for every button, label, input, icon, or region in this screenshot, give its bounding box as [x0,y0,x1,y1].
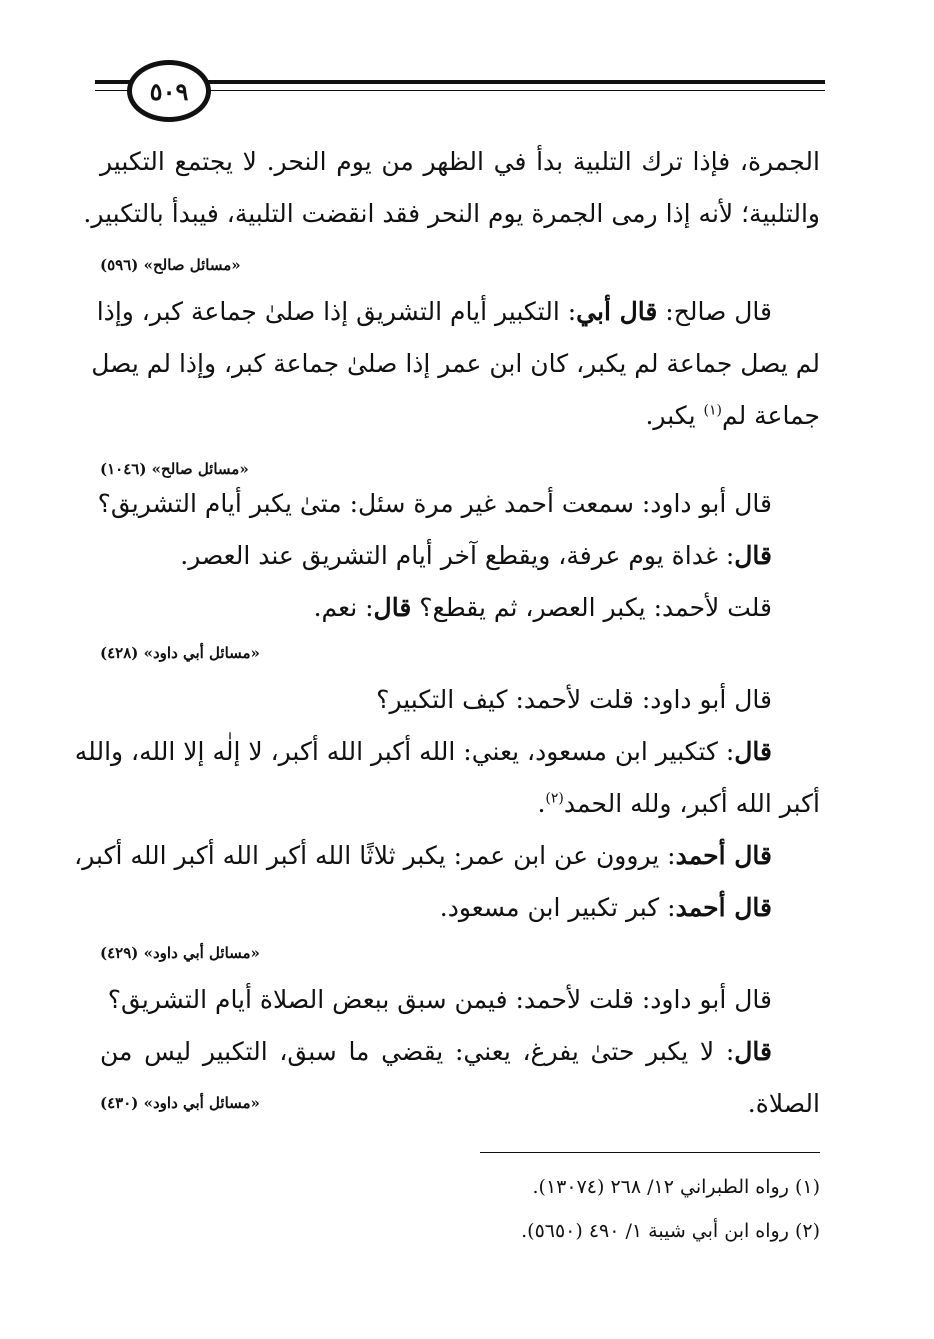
speaker-label: قال أحمد [675,893,772,922]
footnote-text: رواه ابن أبي شيبة ١/ ٤٩٠ (٥٦٥٠). [521,1220,789,1242]
text-run: قال صالح: [657,297,772,326]
text-line [96,292,820,332]
source-citation: «مسائل صالح» (٥٩٦) [100,256,241,274]
text-line [100,888,820,928]
source-citation: «مسائل أبي داود» (٤٢٨) [100,644,260,662]
footnote [521,1220,820,1242]
text-run: : نعم. [313,593,374,622]
text-line: والتلبية؛ لأنه إذا رمى الجمرة يوم النحر فقد انقضت التلبية، فيبدأ بالتكبير. [83,199,820,228]
footnote-text: رواه الطبراني ١٢/ ٢٦٨ (١٣٠٧٤). [532,1176,789,1198]
text-line [100,536,820,576]
text-line [74,732,820,772]
text-line: قال أبو داود: قلت لأحمد: فيمن سبق ببعض الصلاة أيام التشريق؟ [107,985,772,1014]
footnote-ref[interactable]: (١) [703,402,722,419]
source-citation: «مسائل صالح» (١٠٤٦) [100,460,249,478]
text-line: لم يصل جماعة لم يكبر، كان ابن عمر إذا صلىٰ جماعة كبر، وإذا لم يصل [91,349,820,378]
text-run: : التكبير أيام التشريق إذا صلىٰ جماعة كبر، وإذا [96,297,577,326]
text-line [100,1032,820,1072]
text-run: : لا يكبر حتىٰ يفرغ، يعني: يقضي ما سبق، التكبير ليس من [100,1037,735,1066]
footnote-ref[interactable]: (٢) [545,790,564,807]
footnote-separator [480,1152,820,1153]
source-citation: «مسائل أبي داود» (٤٢٩) [100,944,260,962]
footnote-marker: (٢) [794,1220,820,1242]
text-run: يكبر. [645,401,704,430]
speaker-label: قال أحمد [675,841,772,870]
source-citation: «مسائل أبي داود» (٤٣٠) [100,1094,260,1112]
speaker-label: قال [734,541,772,570]
text-line: الصلاة. [747,1089,820,1118]
text-run: : كتكبير ابن مسعود، يعني: الله أكبر الله أكبر، لا إلٰه إلا الله، والله [74,737,735,766]
text-run: : يروون عن ابن عمر: يكبر ثلاثًا الله أكبر الله أكبر الله أكبر، [74,841,676,870]
text-run: جماعة لم [721,401,820,430]
speaker-label: قال [373,593,412,622]
speaker-label: قال أبي [576,297,658,326]
page-number: ٥٠٩ [127,60,211,122]
text-line [100,396,820,436]
text-line: الجمرة، فإذا ترك التلبية بدأ في الظهر من يوم النحر. لا يجتمع التكبير [100,147,820,176]
footnote [533,1176,820,1198]
text-line [100,588,820,628]
footnote-marker: (١) [794,1176,820,1198]
text-line: قال أبو داود: قلت لأحمد: كيف التكبير؟ [376,685,772,714]
text-run: . [537,789,546,818]
text-run: : غداة يوم عرفة، ويقطع آخر أيام التشريق عند العصر. [180,541,735,570]
text-line [100,784,820,824]
speaker-label: قال [734,1037,772,1066]
text-run: : كبر تكبير ابن مسعود. [439,893,676,922]
text-run: أكبر الله أكبر، ولله الحمد [563,789,820,818]
page-header [95,60,825,124]
text-line: قال أبو داود: سمعت أحمد غير مرة سئل: متىٰ يكبر أيام التشريق؟ [97,489,772,518]
text-run: قلت لأحمد: يكبر العصر، ثم يقطع؟ [411,593,772,622]
text-line [74,836,820,876]
speaker-label: قال [734,737,772,766]
